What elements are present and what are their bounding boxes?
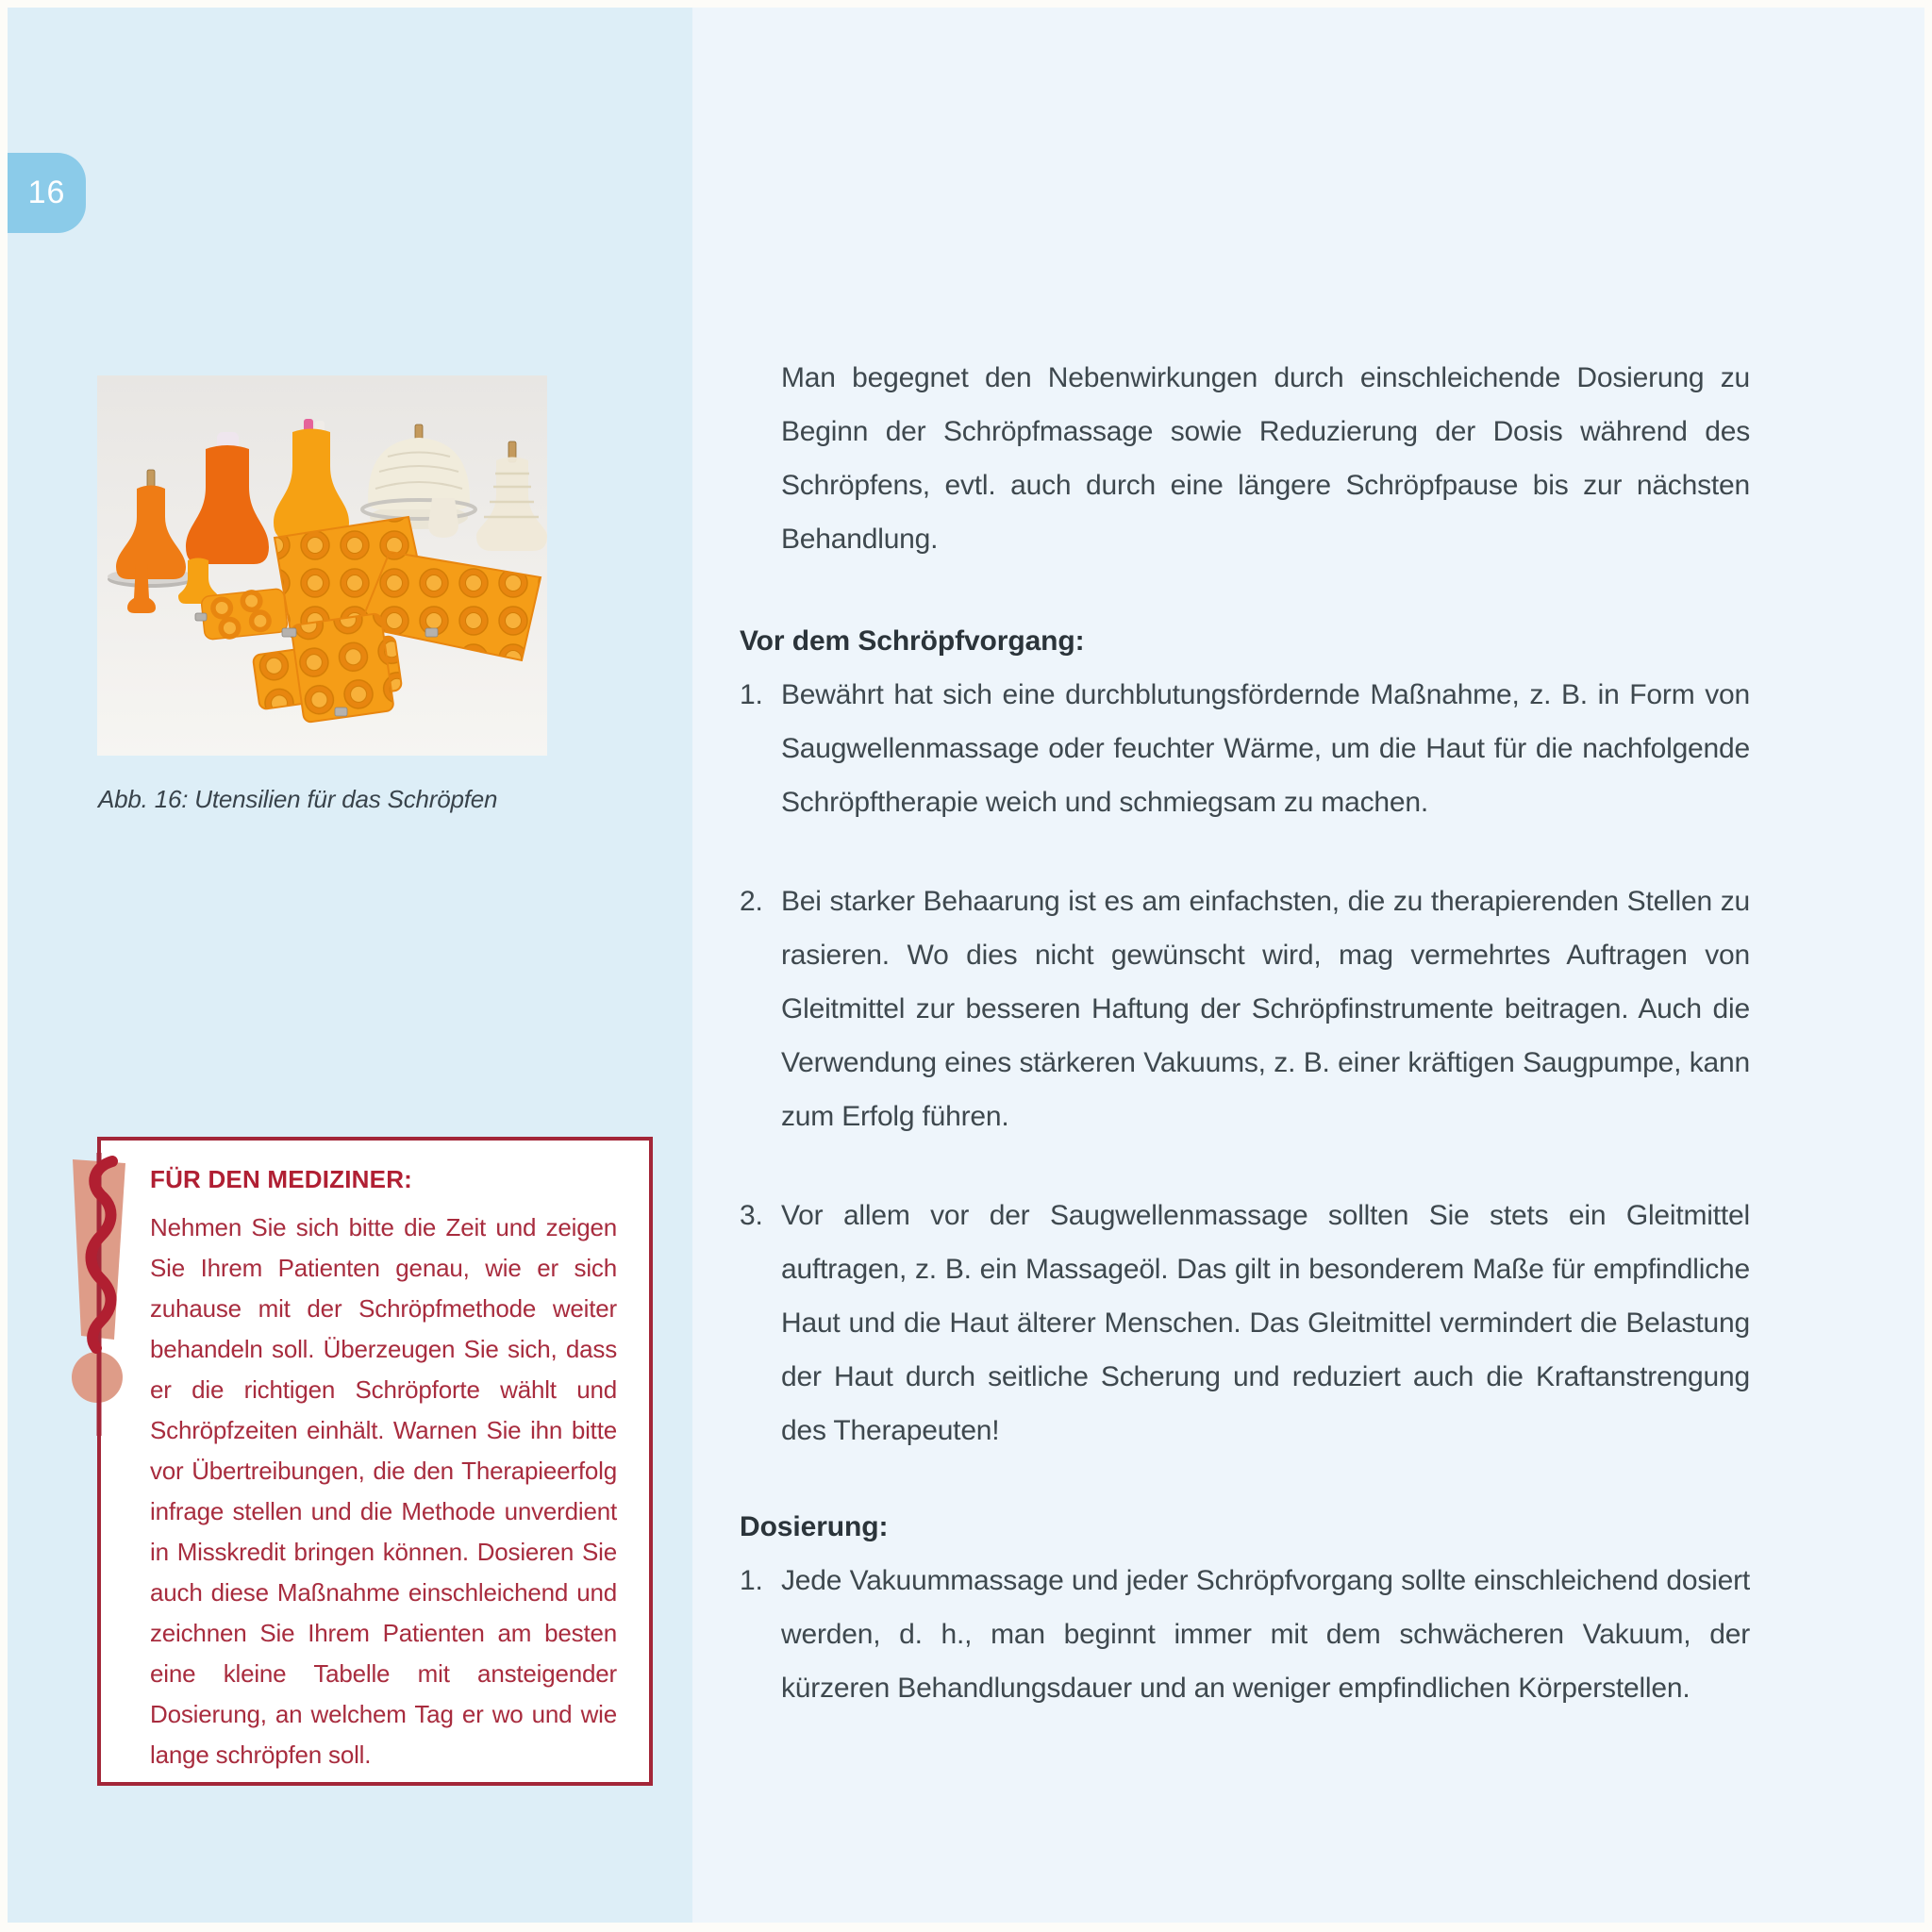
item-text: Jede Vakuummassage und jeder Schröpfvorgang sollte einschleichend dosiert werden, d. h., man beginnt immer mit dem schwächeren Vakuum, der kürzeren Behandlungsdauer und an weniger empfindlichen Körperstellen. [781,1565,1750,1704]
list-item [740,1554,1750,1715]
item-number: 1. [740,679,763,710]
intro-paragraph: Man begegnet den Nebenwirkungen durch einschleichende Dosierung zu Beginn der Schröpfmassage sowie Reduzierung der Dosis während des Schröpfens, evtl. auch durch eine längere Schröpfpause bis zur nächsten Behandlung. [781,362,1750,555]
figure-caption: Abb. 16: Utensilien für das Schröpfen [98,785,498,813]
item-text: Bei starker Behaarung ist es am einfachsten, die zu therapierenden Stellen zu rasieren. Wo dies nicht gewünscht wird, mag vermehrtes Auftragen von Gleitmittel zur besseren Haftung der Schröpfinstrumente beitragen. Auch die Verwendung eines stärkeren Vakuums, z. B. einer kräftigen Saugpumpe, kann zum Erfolg führen. [781,886,1750,1132]
cupping-utensils-photo [97,375,547,756]
page-number: 16 [27,175,66,210]
item-number: 1. [740,1565,763,1596]
info-box-body: Nehmen Sie sich bitte die Zeit und zeigen Sie Ihrem Patienten genau, wie er sich zuhause mit der Schröpfmethode weiter behandeln soll. Überzeugen Sie sich, dass er die richtigen Schröpforte wählt und Schröpfzeiten einhält. Warnen Sie ihn bitte vor Übertreibungen, die den Therapieerfolg infrage stellen und die Methode unverdient in Misskredit bringen können. Dosieren Sie auch diese Maßnahme einschleichend und zeichnen Sie Ihrem Patienten am besten eine kleine Tabelle mit ansteigender Dosierung, an welchem Tag er wo und wie lange schröpfen soll. [150,1213,617,1769]
item-text: Vor allem vor der Saugwellenmassage sollten Sie stets ein Gleitmittel auftragen, z. B. ein Massageöl. Das gilt in besonderem Maße für empfindliche Haut und die Haut älterer Menschen. Das Gleitmittel vermindert die Belastung der Haut durch seitliche Scherung und reduziert auch die Kraftanstrengung des Therapeuten! [781,1200,1750,1446]
info-box-heading: FÜR DEN MEDIZINER: [150,1165,413,1193]
section-heading-vor-dem-schroepfvorgang: Vor dem Schröpfvorgang: [740,625,1085,657]
item-text: Bewährt hat sich eine durchblutungsfördernde Maßnahme, z. B. in Form von Saugwellenmassage oder feuchter Wärme, um die Haut für die nachfolgende Schröpftherapie weich und schmiegsam zu machen. [781,679,1750,818]
small-clear-cup [428,498,458,538]
list-item [740,874,1750,1143]
asclepius-exclamation-icon [52,1153,146,1436]
section-heading-dosierung: Dosierung: [740,1511,889,1542]
medical-info-box [97,1137,653,1786]
list-item [740,668,1750,829]
page-number-tab [8,153,86,233]
main-text-column [740,8,1750,1715]
item-number: 3. [740,1200,763,1231]
item-number: 2. [740,886,763,917]
list-item [740,1189,1750,1457]
